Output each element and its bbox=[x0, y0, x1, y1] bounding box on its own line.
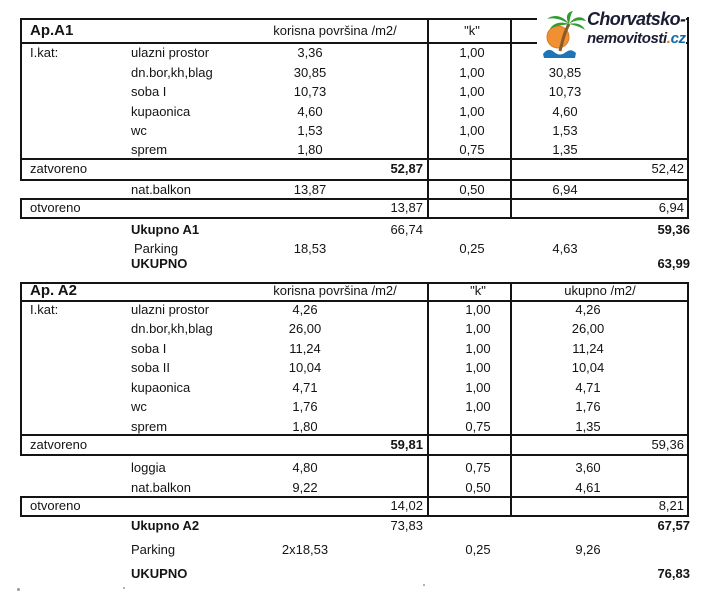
otvoreno-row bbox=[0, 198, 705, 217]
total-value: 1,53 bbox=[552, 123, 578, 138]
room-label: ulazni prostor bbox=[131, 302, 210, 317]
table-row bbox=[0, 82, 705, 102]
ukupno-total: 67,57 bbox=[657, 518, 690, 533]
logo-line1: Chorvatsko- bbox=[587, 9, 686, 29]
area-value: 1,53 bbox=[297, 123, 323, 138]
area-value: 10,04 bbox=[288, 360, 322, 375]
k-value: 1,00 bbox=[465, 380, 491, 395]
parking-total: 4,63 bbox=[552, 241, 578, 256]
table-row bbox=[0, 358, 705, 378]
room-label: nat.balkon bbox=[131, 182, 191, 197]
logo-tld: cz bbox=[670, 30, 686, 47]
parking-k: 0,25 bbox=[465, 542, 491, 557]
area-value: 10,73 bbox=[293, 84, 327, 99]
area-value: 4,80 bbox=[292, 460, 318, 475]
parking-total: 9,26 bbox=[575, 542, 601, 557]
ukupno-sum: 73,83 bbox=[390, 518, 423, 533]
total-value: 30,85 bbox=[548, 65, 582, 80]
table-row bbox=[0, 319, 705, 339]
area-value: 4,26 bbox=[292, 302, 318, 317]
table2-zatvoreno-bottom-border bbox=[20, 454, 688, 456]
area-value: 11,24 bbox=[289, 341, 321, 356]
zatvoreno-row bbox=[0, 435, 705, 454]
k-value: 1,00 bbox=[465, 302, 491, 317]
zatvoreno-total: 52,42 bbox=[651, 161, 684, 176]
zatvoreno-label: zatvoreno bbox=[30, 437, 88, 452]
k-value: 0,50 bbox=[465, 480, 491, 495]
ukupno-a1-row bbox=[0, 220, 705, 240]
grand-total-label: UKUPNO bbox=[131, 566, 188, 581]
ukupno-total: 59,36 bbox=[657, 222, 690, 237]
room-label: soba I bbox=[131, 84, 167, 99]
room-label: kupaonica bbox=[131, 104, 191, 119]
area-value: 13,87 bbox=[293, 182, 327, 197]
table1-col3-header: "k" bbox=[464, 23, 480, 38]
ukupno-label: Ukupno A2 bbox=[131, 518, 200, 533]
logo-text bbox=[587, 10, 687, 46]
grand-total-row bbox=[0, 564, 705, 584]
parking-row bbox=[0, 540, 705, 560]
table-row bbox=[0, 339, 705, 359]
k-value: 0,75 bbox=[459, 142, 485, 157]
zatvoreno-row bbox=[0, 159, 705, 179]
otvoreno-sum: 14,02 bbox=[390, 498, 423, 513]
table-row bbox=[0, 140, 705, 160]
parking-area: 2x18,53 bbox=[281, 542, 329, 557]
logo-dot: . bbox=[666, 30, 671, 47]
total-value: 6,94 bbox=[552, 182, 578, 197]
ukupno-label: Ukupno A1 bbox=[131, 222, 200, 237]
area-value: 1,80 bbox=[292, 419, 318, 434]
table-row bbox=[0, 478, 705, 498]
room-label: wc bbox=[131, 123, 147, 138]
area-value: 26,00 bbox=[288, 321, 322, 336]
total-value: 4,71 bbox=[575, 380, 601, 395]
ukupno-sum: 66,74 bbox=[390, 222, 423, 237]
table1-col2-header: korisna površina /m2/ bbox=[273, 23, 397, 38]
k-value: 0,75 bbox=[465, 460, 491, 475]
table-row bbox=[0, 300, 705, 320]
grand-total-value: 76,83 bbox=[657, 566, 690, 581]
room-label: dn.bor,kh,blag bbox=[131, 321, 213, 336]
total-value: 3,60 bbox=[575, 460, 601, 475]
total-value: 1,35 bbox=[575, 419, 601, 434]
otvoreno-total: 8,21 bbox=[658, 498, 684, 513]
floor-label: I.kat: bbox=[30, 45, 59, 60]
otvoreno-row bbox=[0, 496, 705, 515]
total-value: 4,61 bbox=[575, 480, 601, 495]
parking-k: 0,25 bbox=[459, 241, 485, 256]
scan-artifact-dot bbox=[123, 587, 125, 589]
total-value: 4,26 bbox=[575, 302, 601, 317]
palm-tree-icon bbox=[539, 11, 587, 59]
table-row bbox=[0, 180, 705, 200]
k-value: 1,00 bbox=[459, 104, 485, 119]
k-value: 1,00 bbox=[459, 123, 485, 138]
zatvoreno-label: zatvoreno bbox=[30, 161, 88, 176]
zatvoreno-sum: 59,81 bbox=[390, 437, 423, 452]
total-value: 11,24 bbox=[572, 341, 604, 356]
k-value: 1,00 bbox=[465, 341, 491, 356]
zatvoreno-total: 59,36 bbox=[651, 437, 684, 452]
k-value: 1,00 bbox=[465, 399, 491, 414]
room-label: loggia bbox=[131, 460, 166, 475]
floor-label: I.kat: bbox=[30, 302, 59, 317]
table1-title: Ap.A1 bbox=[30, 22, 74, 39]
k-value: 0,50 bbox=[459, 182, 485, 197]
area-value: 30,85 bbox=[293, 65, 327, 80]
total-value: 10,73 bbox=[548, 84, 582, 99]
total-value: 26,00 bbox=[571, 321, 605, 336]
table2-col3-header: "k" bbox=[470, 283, 486, 298]
logo-line2: nemovitosti.cz bbox=[587, 30, 686, 47]
room-label: sprem bbox=[131, 419, 168, 434]
k-value: 1,00 bbox=[465, 321, 491, 336]
logo bbox=[537, 6, 686, 59]
area-value: 1,76 bbox=[292, 399, 318, 414]
room-label: nat.balkon bbox=[131, 480, 191, 495]
k-value: 1,00 bbox=[465, 360, 491, 375]
otvoreno-label: otvoreno bbox=[30, 200, 81, 215]
table2-title: Ap. A2 bbox=[30, 282, 77, 299]
room-label: kupaonica bbox=[131, 380, 191, 395]
k-value: 1,00 bbox=[459, 45, 485, 60]
area-value: 9,22 bbox=[292, 480, 318, 495]
room-label: soba I bbox=[131, 341, 167, 356]
area-value: 4,60 bbox=[297, 104, 323, 119]
total-value: 10,04 bbox=[571, 360, 605, 375]
table2-col2-header: korisna površina /m2/ bbox=[273, 283, 397, 298]
k-value: 1,00 bbox=[459, 65, 485, 80]
table-row bbox=[0, 378, 705, 398]
table-row bbox=[0, 63, 705, 83]
room-label: dn.bor,kh,blag bbox=[131, 65, 213, 80]
zatvoreno-sum: 52,87 bbox=[390, 161, 423, 176]
area-value: 3,36 bbox=[297, 45, 323, 60]
room-label: soba II bbox=[131, 360, 171, 375]
table-row bbox=[0, 397, 705, 417]
otvoreno-total: 6,94 bbox=[658, 200, 684, 215]
table-row bbox=[0, 458, 705, 478]
scan-artifact-dot bbox=[17, 588, 20, 591]
otvoreno-label: otvoreno bbox=[30, 498, 81, 513]
grand-total-row bbox=[0, 254, 705, 274]
grand-total-value: 63,99 bbox=[657, 256, 690, 271]
parking-label: Parking bbox=[131, 542, 176, 557]
parking-area: 18,53 bbox=[293, 241, 327, 256]
room-label: sprem bbox=[131, 142, 168, 157]
area-value: 4,71 bbox=[292, 380, 318, 395]
parking-label: Parking bbox=[134, 241, 179, 256]
table2-col4-header: ukupno /m2/ bbox=[564, 283, 636, 298]
ukupno-a2-row bbox=[0, 516, 705, 536]
table-row bbox=[0, 121, 705, 141]
room-label: ulazni prostor bbox=[131, 45, 210, 60]
total-value: 1,76 bbox=[575, 399, 601, 414]
area-value: 1,80 bbox=[297, 142, 323, 157]
scan-artifact-dot bbox=[423, 584, 425, 586]
otvoreno-sum: 13,87 bbox=[390, 200, 423, 215]
room-label: wc bbox=[131, 399, 147, 414]
table1-bottom-border bbox=[20, 217, 688, 219]
table2-header-row bbox=[0, 282, 705, 300]
table-row bbox=[0, 102, 705, 122]
total-value: 4,60 bbox=[552, 104, 578, 119]
table-row bbox=[0, 417, 705, 437]
k-value: 0,75 bbox=[465, 419, 491, 434]
grand-total-label: UKUPNO bbox=[131, 256, 188, 271]
total-value: 1,35 bbox=[552, 142, 578, 157]
k-value: 1,00 bbox=[459, 84, 485, 99]
